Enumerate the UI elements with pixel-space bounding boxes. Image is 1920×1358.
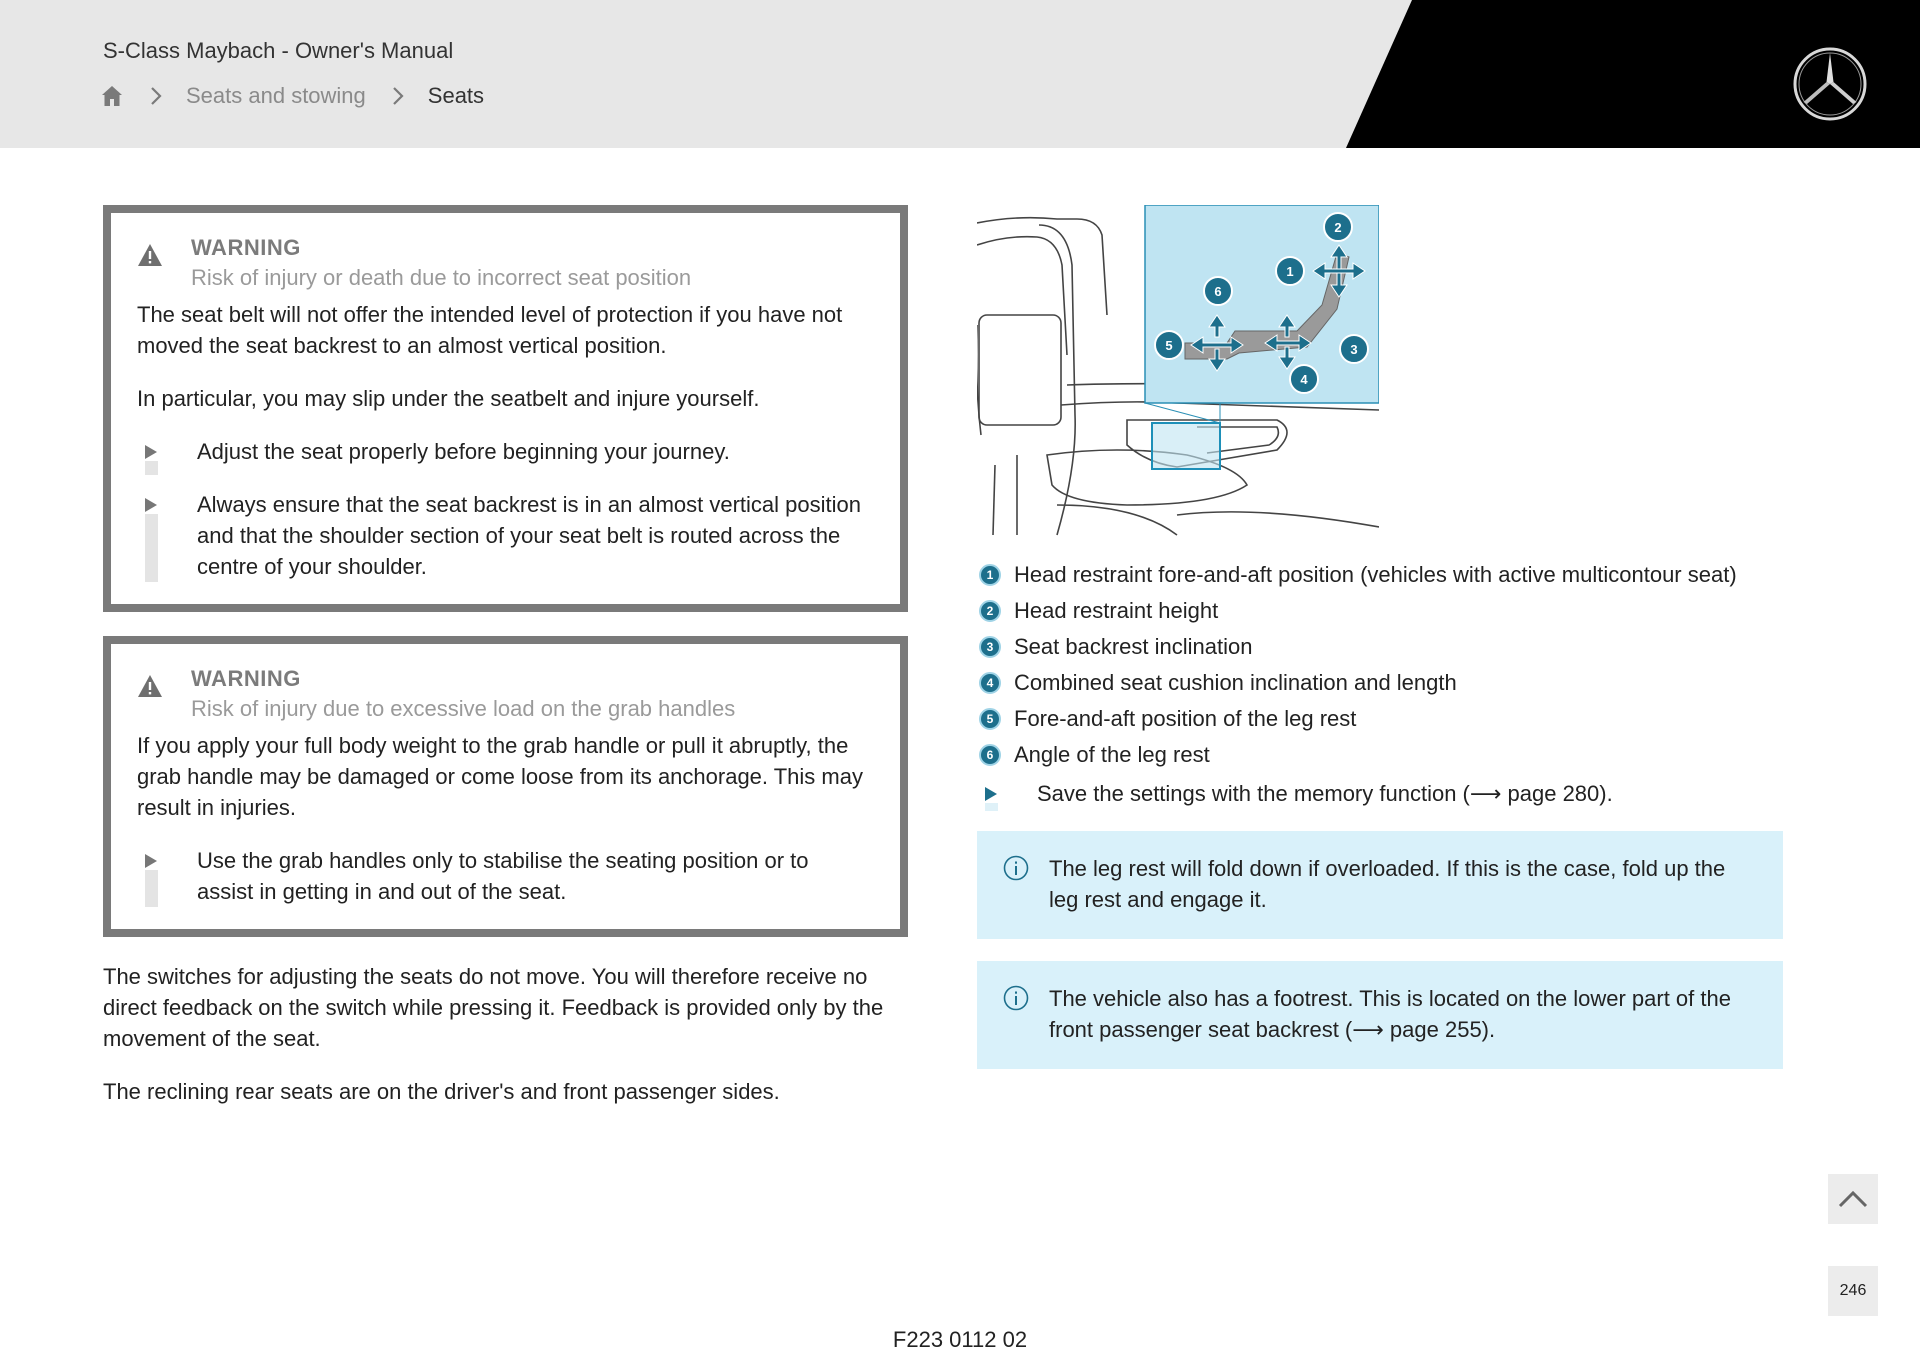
warning-triangle-icon [137, 243, 167, 272]
right-column [977, 205, 1783, 1069]
legend-list [977, 559, 1783, 770]
callout-1 [1276, 257, 1304, 285]
home-icon[interactable] [100, 84, 124, 108]
info-icon [1003, 985, 1033, 1045]
chevron-right-icon [150, 86, 162, 106]
action-arrow-icon [977, 778, 1037, 809]
info-note-leg-rest [977, 831, 1783, 939]
note-text: The vehicle also has a footrest. This is located on the lower part of the front passenger seat backrest (⟶ page 255). [1049, 986, 1731, 1042]
number-badge: 1 [979, 564, 1001, 586]
legend-item [977, 631, 1783, 662]
warning-header [137, 235, 870, 291]
note-text: The leg rest will fold down if overloaded. If this is the case, fold up the leg rest and engage it. [1049, 856, 1726, 912]
bullet-text: Use the grab handles only to stabilise the seating position or to assist in getting in and out of the seat. [197, 848, 809, 904]
bullet-text: Always ensure that the seat backrest is in an almost vertical position and that the shoulder section of your seat belt is routed across the centre of your shoulder. [197, 492, 861, 579]
left-column [103, 205, 908, 1129]
bullet-arrow-icon [137, 489, 197, 582]
svg-text:6: 6 [1214, 284, 1222, 299]
legend-text: Angle of the leg rest [1014, 742, 1210, 767]
body-paragraph: The reclining rear seats are on the driver's and front passenger sides. [103, 1079, 780, 1104]
svg-text:4: 4 [1300, 372, 1308, 387]
warning-box-grab-handles [103, 636, 908, 937]
legend-text: Head restraint height [1014, 598, 1219, 623]
warning-body [137, 299, 870, 414]
breadcrumb [100, 80, 484, 112]
warning-title: WARNING [191, 666, 301, 691]
action-text[interactable]: Save the settings with the memory function (⟶ page 280). [1037, 781, 1613, 806]
body-paragraph: The switches for adjusting the seats do not move. You will therefore receive no direct feedback on the switch while pressing it. Feedback is provided only by the movement of the seat. [103, 964, 884, 1051]
callout-4 [1290, 365, 1318, 393]
callout-2 [1324, 213, 1352, 241]
callout-6 [1204, 277, 1232, 305]
number-badge: 2 [979, 600, 1001, 622]
warning-subtitle: Risk of injury due to excessive load on the grab handles [191, 696, 736, 721]
warning-triangle-icon [137, 674, 167, 703]
page-header [0, 0, 1920, 148]
warning-bullet [137, 489, 870, 582]
breadcrumb-link-seats-and-stowing[interactable]: Seats and stowing [186, 83, 366, 108]
footer-document-code: F223 0112 02 [892, 1327, 1028, 1352]
callout-5 [1155, 331, 1183, 359]
svg-text:3: 3 [1350, 342, 1358, 357]
warning-title: WARNING [191, 235, 301, 260]
document-title: S-Class Maybach - Owner's Manual [103, 38, 454, 63]
page-number-button[interactable] [1828, 1266, 1878, 1316]
number-badge: 4 [979, 672, 1001, 694]
number-badge: 5 [979, 708, 1001, 730]
info-icon [1003, 855, 1033, 915]
number-badge: 6 [979, 744, 1001, 766]
callout-3 [1340, 335, 1368, 363]
legend-item [977, 739, 1783, 770]
legend-item [977, 667, 1783, 698]
bullet-arrow-icon [137, 845, 197, 907]
action-step [977, 778, 1783, 809]
rear-seat-controls-illustration [977, 205, 1379, 537]
breadcrumb-current-seats: Seats [427, 83, 485, 108]
warning-header [137, 666, 870, 722]
warning-subtitle: Risk of injury or death due to incorrect seat position [191, 265, 692, 290]
chevron-up-icon [1838, 1190, 1868, 1208]
bullet-arrow-icon [137, 436, 197, 467]
legend-text: Fore-and-aft position of the leg rest [1014, 706, 1357, 731]
svg-text:5: 5 [1165, 338, 1173, 353]
legend-text: Seat backrest inclination [1014, 634, 1253, 659]
mercedes-star-logo [1792, 46, 1868, 127]
number-badge: 3 [979, 636, 1001, 658]
legend-item [977, 595, 1783, 626]
warning-box-seat-position [103, 205, 908, 612]
warning-paragraph: In particular, you may slip under the seatbelt and injure yourself. [137, 386, 760, 411]
chevron-right-icon [392, 86, 404, 106]
warning-body [137, 730, 870, 823]
scroll-to-top-button[interactable] [1828, 1174, 1878, 1224]
svg-text:2: 2 [1334, 220, 1342, 235]
svg-text:1: 1 [1286, 264, 1294, 279]
page-number: 246 [1839, 1282, 1867, 1299]
info-note-footrest [977, 961, 1783, 1069]
legend-text: Head restraint fore-and-aft position (vehicles with active multicontour seat) [1014, 562, 1737, 587]
legend-item [977, 703, 1783, 734]
bullet-text: Adjust the seat properly before beginning your journey. [197, 439, 730, 464]
warning-bullet [137, 845, 870, 907]
warning-paragraph: The seat belt will not offer the intended level of protection if you have not moved the seat backrest to an almost vertical position. [137, 302, 843, 358]
warning-paragraph: If you apply your full body weight to the grab handle or pull it abruptly, the grab handle may be damaged or come loose from its anchorage. This may result in injuries. [137, 733, 863, 820]
legend-item [977, 559, 1783, 590]
warning-bullet [137, 436, 870, 467]
legend-text: Combined seat cushion inclination and length [1014, 670, 1457, 695]
